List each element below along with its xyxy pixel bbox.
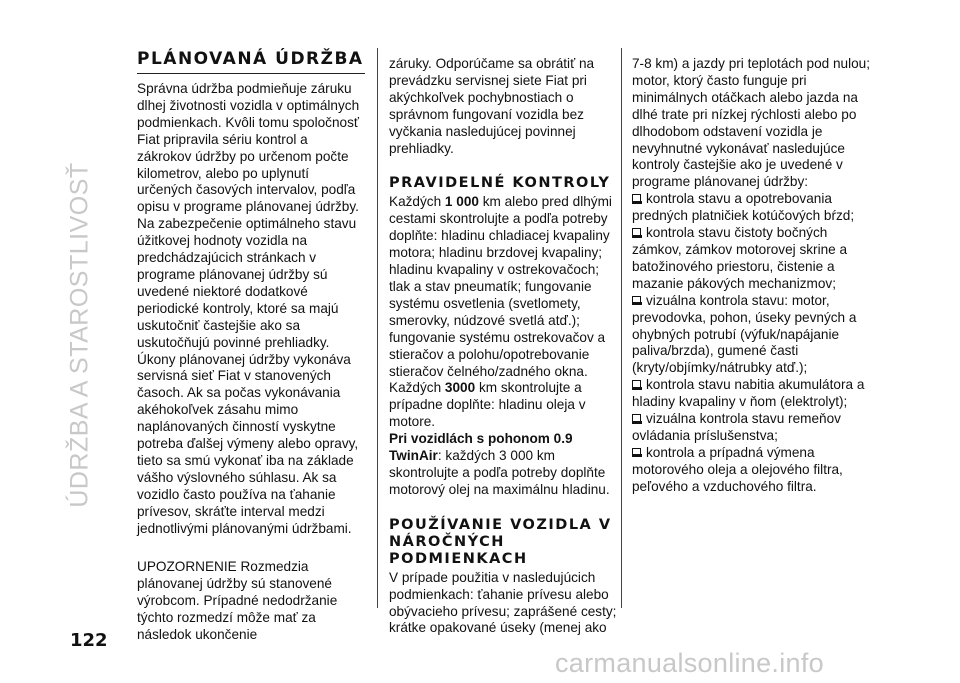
page-number: 122 xyxy=(70,630,108,651)
list-item: vizuálna kontrola stavu: motor, prevodovka, pohon, úseky pevných a ohybných potrubí (výfuk/napájanie paliva/brzda), gumené časti (kryty/objímky/nátrubky atď.); xyxy=(632,292,857,376)
bullet-icon xyxy=(632,448,641,456)
list-item: vizuálna kontrola stavu remeňov ovládania príslušenstva; xyxy=(632,411,841,443)
section-title-regular-checks: PRAVIDELNÉ KONTROLY xyxy=(389,175,611,192)
paragraph-warning: UPOZORNENIE Rozmedzia plánovanej údržby sú stanovené výrobcom. Prípadné nedodržanie týchto rozmedzí môže mať za následok ukončenie xyxy=(137,559,338,643)
bullet-icon xyxy=(632,296,641,304)
list-item: kontrola a prípadná výmena motorového oleja a olejového filtra, peľového a vzduchového filtra. xyxy=(632,444,843,494)
paragraph-warranty: záruky. Odporúčame sa obrátiť na prevádzku servisnej siete Fiat pri akýchkoľvek pochybnostiach o správnom fungovaní vozidla bez vyčkania nasledujúcej povinnej prehliadky. xyxy=(389,56,595,156)
bullet-icon xyxy=(632,194,641,202)
bullet-icon xyxy=(632,414,641,422)
side-section-title: ÚDRŽBA A STAROSTLIVOSŤ xyxy=(65,162,94,508)
list-item: kontrola stavu a opotrebovania predných platničiek kotúčových bŕzd; xyxy=(632,191,855,224)
column-3 xyxy=(632,56,872,496)
paragraph-severe-conditions: V prípade použitia v nasledujúcich podmienkach: ťahanie prívesu alebo obývacieho prívesu; zaprášené cesty; krátke opakované úseky (menej ako xyxy=(389,569,617,636)
paragraph-every-3000km: Každých 3000 km skontrolujte a prípadne doplňte: hladinu oleja v motore. xyxy=(389,380,586,430)
paragraph-twinair: Pri vozidlách s pohonom 0.9 TwinAir: každých 3 000 km skontrolujte a podľa potreby doplňte motorový olej na maximálnu hladinu. xyxy=(389,431,610,497)
paragraph-conditions-cont: 7-8 km) a jazdy pri teplotách pod nulou; motor, ktorý často funguje pri minimálnych otáčkach alebo jazda na dlhé trate pri nízkej rýchlosti alebo po dlhodobom odstavení vozidla je nevyhnutné vykonávať nasledujúce kontroly častejšie ako je uvedené v programe plánovanej údržby: xyxy=(632,56,871,190)
column-1 xyxy=(137,48,365,644)
section-title-severe-conditions: POUŽÍVANIE VOZIDLA V NÁROČNÝCH PODMIENKACH xyxy=(389,516,612,567)
paragraph-periodic-checks: Na zabezpečenie optimálneho stavu úžitkovej hodnoty vozidla na predchádzajúcich stránkach v programe plánovanej údržby sú uvedené niektoré dodatkové periodické kontroly, ktoré sa majú uskutočniť častejšie ako sa uskutočňujú povinné prehliadky. Úkony plánovanej údržby vykonáva servisná sieť Fiat v stanovených časoch. Ak sa počas vykonávania akéhokoľvek zásahu mimo naplánovaných činností vyskytne potreba ďalšej výmeny alebo opravy, tieto sa smú vykonať iba na základe vášho výslovného súhlasu. Ak sa vozidlo často používa na ťahanie prívesov, skráťte interval medzi jednotlivými plánovanými údržbami. xyxy=(137,216,359,536)
column-2 xyxy=(389,56,617,637)
watermark: carmanualsonline.info xyxy=(555,648,824,678)
bullet-icon xyxy=(632,380,641,388)
column-divider xyxy=(377,48,378,608)
paragraph-every-1000km: Každých 1 000 km alebo pred dlhými cestami skontrolujte a podľa potreby doplňte: hladinu chladiacej kvapaliny motora; hladinu brzdovej kvapaliny; hladinu kvapaliny v ostrekovačoch; tlak a stav pneumatík; fungovanie systému osvetlenia (svetlomety, smerovky, núdzové svetlá atď.); fungovanie systému ostrekovačov a stieračov a polohu/opotrebovanie stieračov čelného/zadného okna. xyxy=(389,194,612,379)
list-item: kontrola stavu nabitia akumulátora a hladiny kvapaliny v ňom (elektrolyt); xyxy=(632,377,865,410)
section-title-planned-maintenance: PLÁNOVANÁ ÚDRŽBA xyxy=(137,48,365,74)
list-item: kontrola stavu čistoty bočných zámkov, zámkov motorovej skrine a batožinového priestoru, čistenie a mazanie pákových mechanizmov; xyxy=(632,225,848,291)
column-divider-2 xyxy=(621,48,622,608)
bullet-icon xyxy=(632,228,641,236)
paragraph-intro: Správna údržba podmieňuje záruku dlhej životnosti vozidla v optimálnych podmienkach. Kvôli tomu spoločnosť Fiat pripravila sériu kontrol a zákrokov údržby po určenom počte kilometrov, alebo po uplynutí určených časových intervalov, podľa opisu v programe plánovanej údržby. xyxy=(137,81,360,215)
